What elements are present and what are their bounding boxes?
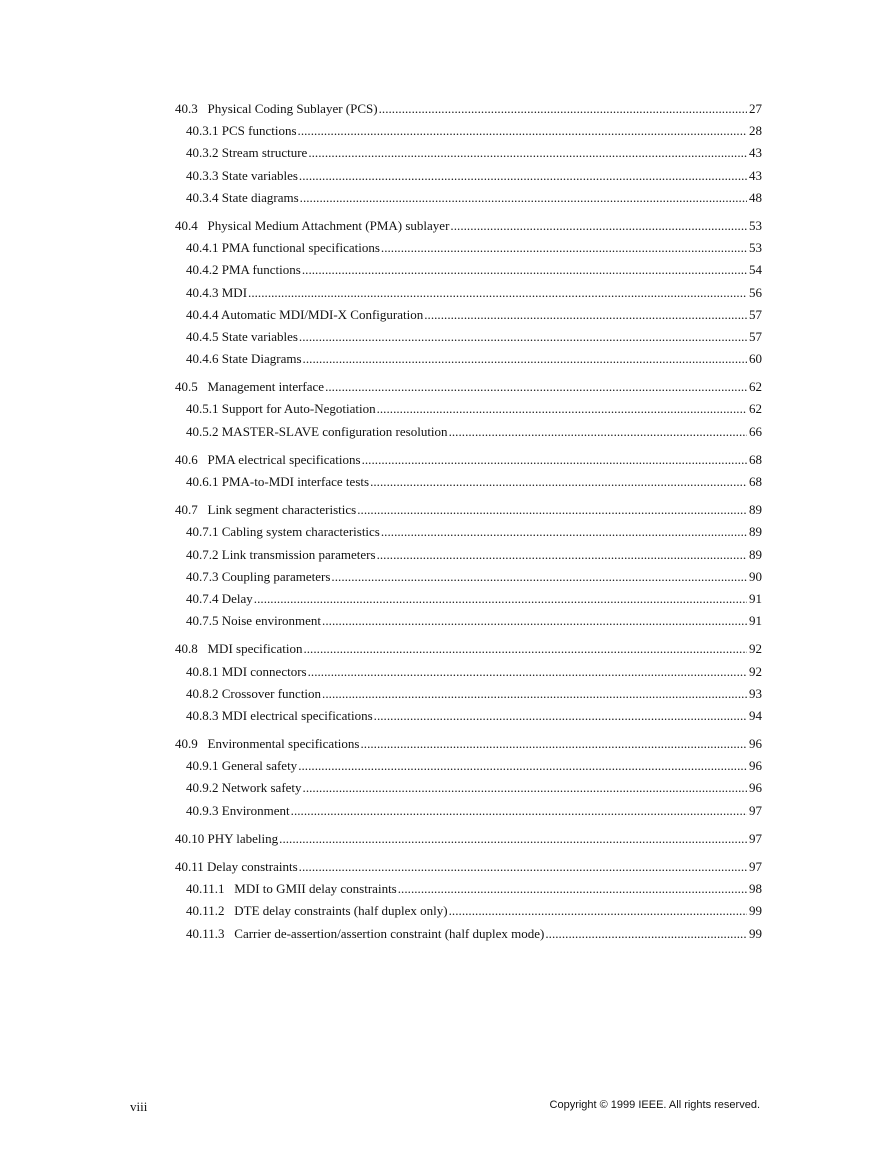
toc-entry[interactable] (175, 501, 762, 523)
toc-page-number: 66 (749, 423, 762, 439)
toc-section (175, 217, 762, 372)
toc-page-number: 96 (749, 758, 762, 774)
dot-leader (379, 100, 747, 118)
toc-entry[interactable] (175, 830, 762, 852)
dot-leader (303, 779, 747, 797)
toc-subentry[interactable] (175, 122, 762, 144)
toc-subsection-label: 40.8.1 MDI connectors (186, 663, 307, 679)
toc-page-number: 97 (749, 830, 762, 846)
toc-page-number: 89 (749, 524, 762, 540)
dot-leader (381, 523, 747, 541)
toc-subsection-label: 40.4.3 MDI (186, 284, 248, 300)
toc-subentry[interactable] (175, 779, 762, 801)
dot-leader (545, 925, 747, 943)
toc-subentry[interactable] (175, 261, 762, 283)
toc-page-number: 94 (749, 707, 762, 723)
dot-leader (450, 217, 747, 235)
toc-subentry[interactable] (175, 167, 762, 189)
toc-section (175, 378, 762, 445)
toc-subsection-label: 40.7.1 Cabling system characteristics (186, 524, 380, 540)
toc-subentry[interactable] (175, 423, 762, 445)
dot-leader (360, 735, 747, 753)
toc-section (175, 858, 762, 947)
toc-entry[interactable] (175, 100, 762, 122)
toc-subentry[interactable] (175, 707, 762, 729)
toc-subsection-label: 40.7.3 Coupling parameters (186, 568, 331, 584)
toc-subentry[interactable] (175, 880, 762, 902)
toc-page-number: 90 (749, 568, 762, 584)
toc-section-number: 40.5 (175, 379, 198, 395)
toc-subentry[interactable] (175, 473, 762, 495)
toc-page-number: 89 (749, 502, 762, 518)
dot-leader (308, 663, 747, 681)
toc-subsection-label: 40.3.2 Stream structure (186, 145, 308, 161)
dot-leader (374, 707, 747, 725)
toc-subentry[interactable] (175, 663, 762, 685)
dot-leader (302, 261, 747, 279)
toc-section-number: 40.8 (175, 641, 198, 657)
toc-subentry[interactable] (175, 144, 762, 166)
dot-leader (357, 501, 747, 519)
toc-section-title: Delay constraints (207, 859, 298, 874)
dot-leader (254, 590, 747, 608)
toc-entry[interactable] (175, 378, 762, 400)
toc-entry[interactable] (175, 858, 762, 880)
dot-leader (300, 189, 747, 207)
toc-subsection-label: 40.11.2 DTE delay constraints (half duplex only) (186, 903, 448, 919)
dot-leader (449, 423, 747, 441)
toc-page-number: 53 (749, 240, 762, 256)
toc-page-number: 56 (749, 284, 762, 300)
toc-page-number: 91 (749, 613, 762, 629)
toc-subsection-label: 40.4.1 PMA functional specifications (186, 240, 380, 256)
toc-page-number: 91 (749, 590, 762, 606)
toc-page-number: 53 (749, 217, 762, 233)
toc-page-number: 54 (749, 262, 762, 278)
dot-leader (291, 802, 747, 820)
toc-section-title: Link segment characteristics (207, 502, 357, 518)
dot-leader (449, 902, 747, 920)
toc-subentry[interactable] (175, 400, 762, 422)
dot-leader (248, 284, 747, 302)
toc-page-number: 92 (749, 663, 762, 679)
toc-subsection-label: 40.7.4 Delay (186, 590, 253, 606)
dot-leader (299, 328, 747, 346)
toc-section-title: PMA electrical specifications (207, 451, 361, 467)
toc-subsection-label: 40.5.2 MASTER-SLAVE configuration resolution (186, 423, 448, 439)
toc-subsection-label: 40.4.6 State Diagrams (186, 351, 302, 367)
dot-leader (362, 451, 747, 469)
toc-page-number: 89 (749, 546, 762, 562)
toc-page-number: 43 (749, 167, 762, 183)
toc-subsection-label: 40.7.5 Noise environment (186, 613, 322, 629)
dot-leader (303, 350, 747, 368)
dot-leader (381, 239, 747, 257)
toc-subentry[interactable] (175, 284, 762, 306)
toc-subentry[interactable] (175, 328, 762, 350)
toc-subentry[interactable] (175, 802, 762, 824)
toc-section (175, 640, 762, 729)
toc-subsection-label: 40.9.1 General safety (186, 758, 298, 774)
toc-subsection-label: 40.11.3 Carrier de-assertion/assertion constraint (half duplex mode) (186, 925, 545, 941)
dot-leader (424, 306, 747, 324)
toc-page-number: 68 (749, 451, 762, 467)
toc-subentry[interactable] (175, 306, 762, 328)
toc-page-number: 93 (749, 685, 762, 701)
toc-subsection-label: 40.4.4 Automatic MDI/MDI-X Configuration (186, 306, 424, 322)
dot-leader (279, 830, 747, 848)
dot-leader (398, 880, 747, 898)
toc-entry[interactable] (175, 217, 762, 239)
toc-page-number: 96 (749, 780, 762, 796)
toc-subentry[interactable] (175, 925, 762, 947)
table-of-contents (175, 100, 762, 953)
dot-leader (298, 122, 747, 140)
dot-leader (298, 757, 747, 775)
toc-subsection-label: 40.3.1 PCS functions (186, 123, 297, 139)
dot-leader (377, 546, 747, 564)
toc-page-number: 57 (749, 328, 762, 344)
toc-section (175, 735, 762, 824)
dot-leader (308, 144, 747, 162)
toc-section-number: 40.6 (175, 451, 198, 467)
toc-page-number: 48 (749, 189, 762, 205)
dot-leader (325, 378, 747, 396)
toc-page-number: 96 (749, 736, 762, 752)
toc-section (175, 501, 762, 634)
toc-subsection-label: 40.6.1 PMA-to-MDI interface tests (186, 474, 370, 489)
toc-section-title: PHY labeling (207, 830, 279, 846)
dot-leader (303, 640, 747, 658)
page-number: viii (130, 1099, 148, 1114)
toc-page-number: 99 (749, 903, 762, 919)
toc-section (175, 830, 762, 852)
toc-subsection-label: 40.9.3 Environment (186, 802, 290, 818)
toc-section-number: 40.4 (175, 217, 198, 233)
toc-page-number: 68 (749, 474, 762, 489)
toc-subentry[interactable] (175, 902, 762, 924)
toc-subsection-label: 40.5.1 Support for Auto-Negotiation (186, 401, 376, 417)
dot-leader (322, 612, 747, 630)
toc-section-title: Management interface (207, 379, 325, 395)
toc-page-number: 62 (749, 401, 762, 417)
toc-section-title: Physical Medium Attachment (PMA) sublayer (207, 217, 450, 233)
toc-page-number: 99 (749, 925, 762, 941)
toc-subentry[interactable] (175, 350, 762, 372)
toc-subentry[interactable] (175, 239, 762, 261)
toc-page-number: 57 (749, 306, 762, 322)
dot-leader (299, 858, 747, 876)
dot-leader (322, 685, 747, 703)
dot-leader (370, 473, 747, 491)
toc-subsection-label: 40.8.2 Crossover function (186, 685, 322, 701)
toc-entry[interactable] (175, 640, 762, 662)
toc-section (175, 100, 762, 211)
toc-section-number: 40.3 (175, 101, 198, 116)
toc-page-number: 43 (749, 145, 762, 161)
toc-page-number: 60 (749, 351, 762, 367)
toc-page-number: 62 (749, 379, 762, 395)
toc-section-number: 40.9 (175, 736, 198, 752)
toc-subsection-label: 40.3.4 State diagrams (186, 189, 299, 205)
toc-subentry[interactable] (175, 546, 762, 568)
toc-subsection-label: 40.3.3 State variables (186, 167, 298, 183)
toc-subsection-label: 40.9.2 Network safety (186, 780, 302, 796)
toc-subentry[interactable] (175, 612, 762, 634)
toc-section-number: 40.10 (175, 830, 205, 846)
toc-page-number: 92 (749, 641, 762, 657)
toc-page-number: 97 (749, 859, 762, 874)
toc-entry[interactable] (175, 451, 762, 473)
toc-subentry[interactable] (175, 685, 762, 707)
toc-subentry[interactable] (175, 757, 762, 779)
toc-subentry[interactable] (175, 189, 762, 211)
toc-section-title: Physical Coding Sublayer (PCS) (207, 101, 378, 116)
toc-section-number: 40.11 (175, 859, 204, 874)
copyright-notice: Copyright © 1999 IEEE. All rights reserved. (549, 1099, 760, 1111)
toc-subsection-label: 40.11.1 MDI to GMII delay constraints (186, 881, 397, 897)
toc-subentry[interactable] (175, 590, 762, 612)
toc-page-number: 98 (749, 881, 762, 897)
toc-section-number: 40.7 (175, 502, 198, 518)
toc-entry[interactable] (175, 735, 762, 757)
toc-section-title: Environmental specifications (207, 736, 360, 752)
toc-subsection-label: 40.8.3 MDI electrical specifications (186, 707, 373, 723)
toc-subsection-label: 40.4.2 PMA functions (186, 262, 301, 278)
dot-leader (331, 568, 747, 586)
toc-page-number: 27 (749, 101, 762, 116)
toc-subentry[interactable] (175, 568, 762, 590)
toc-subsection-label: 40.4.5 State variables (186, 328, 298, 344)
toc-section-title: MDI specification (207, 641, 303, 657)
toc-page-number: 97 (749, 802, 762, 818)
dot-leader (377, 400, 747, 418)
toc-section (175, 451, 762, 495)
toc-subsection-label: 40.7.2 Link transmission parameters (186, 546, 376, 562)
toc-subentry[interactable] (175, 523, 762, 545)
toc-page-number: 28 (749, 123, 762, 139)
dot-leader (299, 167, 747, 185)
